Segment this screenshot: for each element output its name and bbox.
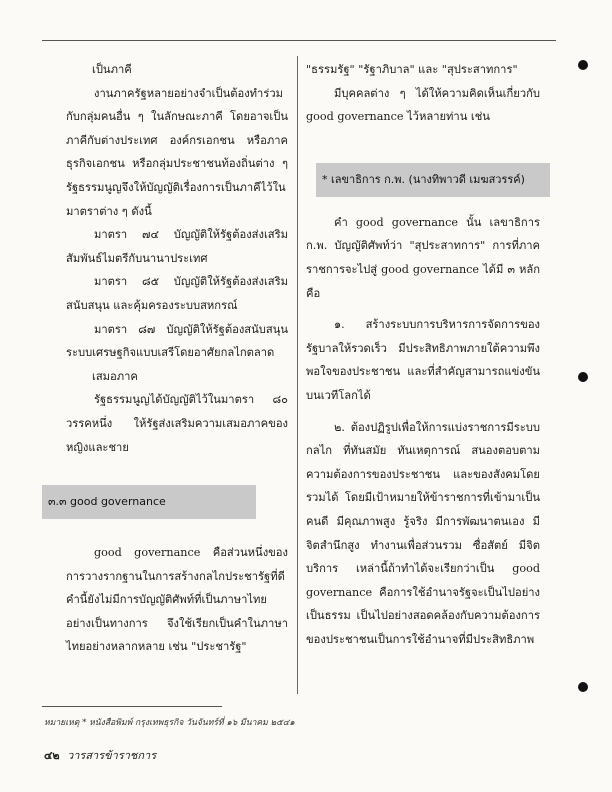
journal-name: วารสารข้าราชการ <box>67 749 157 762</box>
paragraph: งานภาครัฐหลายอย่างจำเป็นต้องทำร่วมกับกลุ่มคนอื่น ๆ ในลักษณะภาคี โดยอาจเป็นภาคีกับต่างประเทศ องค์กรเอกชน หรือภาคธุรกิจเอกชน หรือกลุ่มประชาชนท้องถิ่นต่าง ๆ รัฐธรรมนูญจึงให้บัญญัติเรื่องการเป็นภาคีไว้ในมาตราต่าง ๆ ดังนี้ <box>66 86 288 218</box>
spacer <box>306 408 540 416</box>
paragraph: "ธรรมรัฐ" "รัฐาภิบาล" และ "สุประสาทการ" <box>306 63 518 76</box>
paragraph: good governance คือส่วนหนึ่งของการวางรากฐานในการสร้างกลไกประชารัฐที่ดี คำนี้ยังไม่มีการบัญญัติศัพท์ที่เป็นภาษาไทยอย่างเป็นทางการ จึงใช้เรียกเป็นคำในภาษาไทยอย่างหลากหลาย เช่น "ประชารัฐ" <box>66 546 288 654</box>
binder-hole <box>578 682 588 692</box>
paragraph: รัฐธรรมนูญได้บัญญัติไว้ในมาตรา ๘๐ วรรคหนึ่ง ให้รัฐส่งเสริมความเสมอภาคของหญิงและชาย <box>66 393 288 454</box>
subheading-partner: เป็นภาคี <box>92 63 132 76</box>
top-rule <box>42 40 556 41</box>
paragraph: มาตรา ๗๔ บัญญัติให้รัฐต้องส่งเสริมสัมพันธ์ไมตรีกับนานาประเทศ <box>66 228 288 265</box>
paragraph: คำ good governance นั้น เลขาธิการ ก.พ. บัญญัติศัพท์ว่า "สุประสาทการ" การที่ภาคราชการจะไปสู่ good governance ได้มี ๓ หลัก คือ <box>306 215 540 300</box>
footnote-rule <box>42 706 222 707</box>
paragraph: ๑. สร้างระบบการบริหารการจัดการของรัฐบาลให้รวดเร็ว มีประสิทธิภาพภายใต้ความพึงพอใจของประชาชน และที่สำคัญสามารถแข่งขันบนเวทีโลกได้ <box>306 318 540 402</box>
paragraph: มีบุคคลต่าง ๆ ได้ให้ความคิดเห็นเกี่ยวกับ good governance ไว้หลายท่าน เช่น <box>306 86 540 124</box>
column-divider <box>297 56 298 694</box>
binder-hole <box>578 60 588 70</box>
paragraph: มาตรา ๘๗ บัญญัติให้รัฐต้องสนับสนุนระบบเศรษฐกิจแบบเสรีโดยอาศัยกลไกตลาด <box>66 322 288 360</box>
paragraph: มาตรา ๘๕ บัญญัติให้รัฐต้องส่งเสริมสนับสนุน และคุ้มครองระบบสหกรณ์ <box>66 275 288 312</box>
paragraph: ๒. ต้องปฏิรูปเพื่อให้การแบ่งราชการมีระบบ กลไก ที่ทันสมัย ทันเหตุการณ์ สนองตอบตามความต้องการของประชาชน และของสังคมโดยรวมได้ โดยมีเป้าหมายให้ข้าราชการที่เข้ามาเป็นคนดี มีคุณภาพสูง รู้จริง มีการพัฒนาตนเอง มีจิตสำนึกสูง ทำงานเพื่อส่วนรวม ซื่อสัตย์ มีจิตบริการ เหล่านี้ถ้าทำได้จะเรียกว่าเป็น good governance คือการใช้อำนาจรัฐจะเป็นไปอย่างเป็นธรรม เป็นไปอย่างสอดคล้องกับความต้องการของประชาชนเป็นการใช้อำนาจที่มีประสิทธิภาพ <box>306 420 540 646</box>
right-column <box>306 58 540 651</box>
section-heading: * เลขาธิการ ก.พ. (นางทิพาวดี เมฆสวรรค์) <box>316 163 550 197</box>
page-number: ๔๒ <box>44 749 60 762</box>
subheading-equality: เสมอภาค <box>92 369 138 383</box>
spacer <box>306 305 540 313</box>
binder-hole <box>578 372 588 382</box>
left-column <box>48 58 288 659</box>
spacer <box>306 129 540 157</box>
footnote: หมายเหตุ * หนังสือพิมพ์ กรุงเทพธุรกิจ วันจันทร์ที่ ๑๖ มีนาคม ๒๕๔๑ <box>44 718 295 728</box>
section-heading: ๓.๓ good governance <box>42 485 256 519</box>
page-footer <box>44 746 156 764</box>
